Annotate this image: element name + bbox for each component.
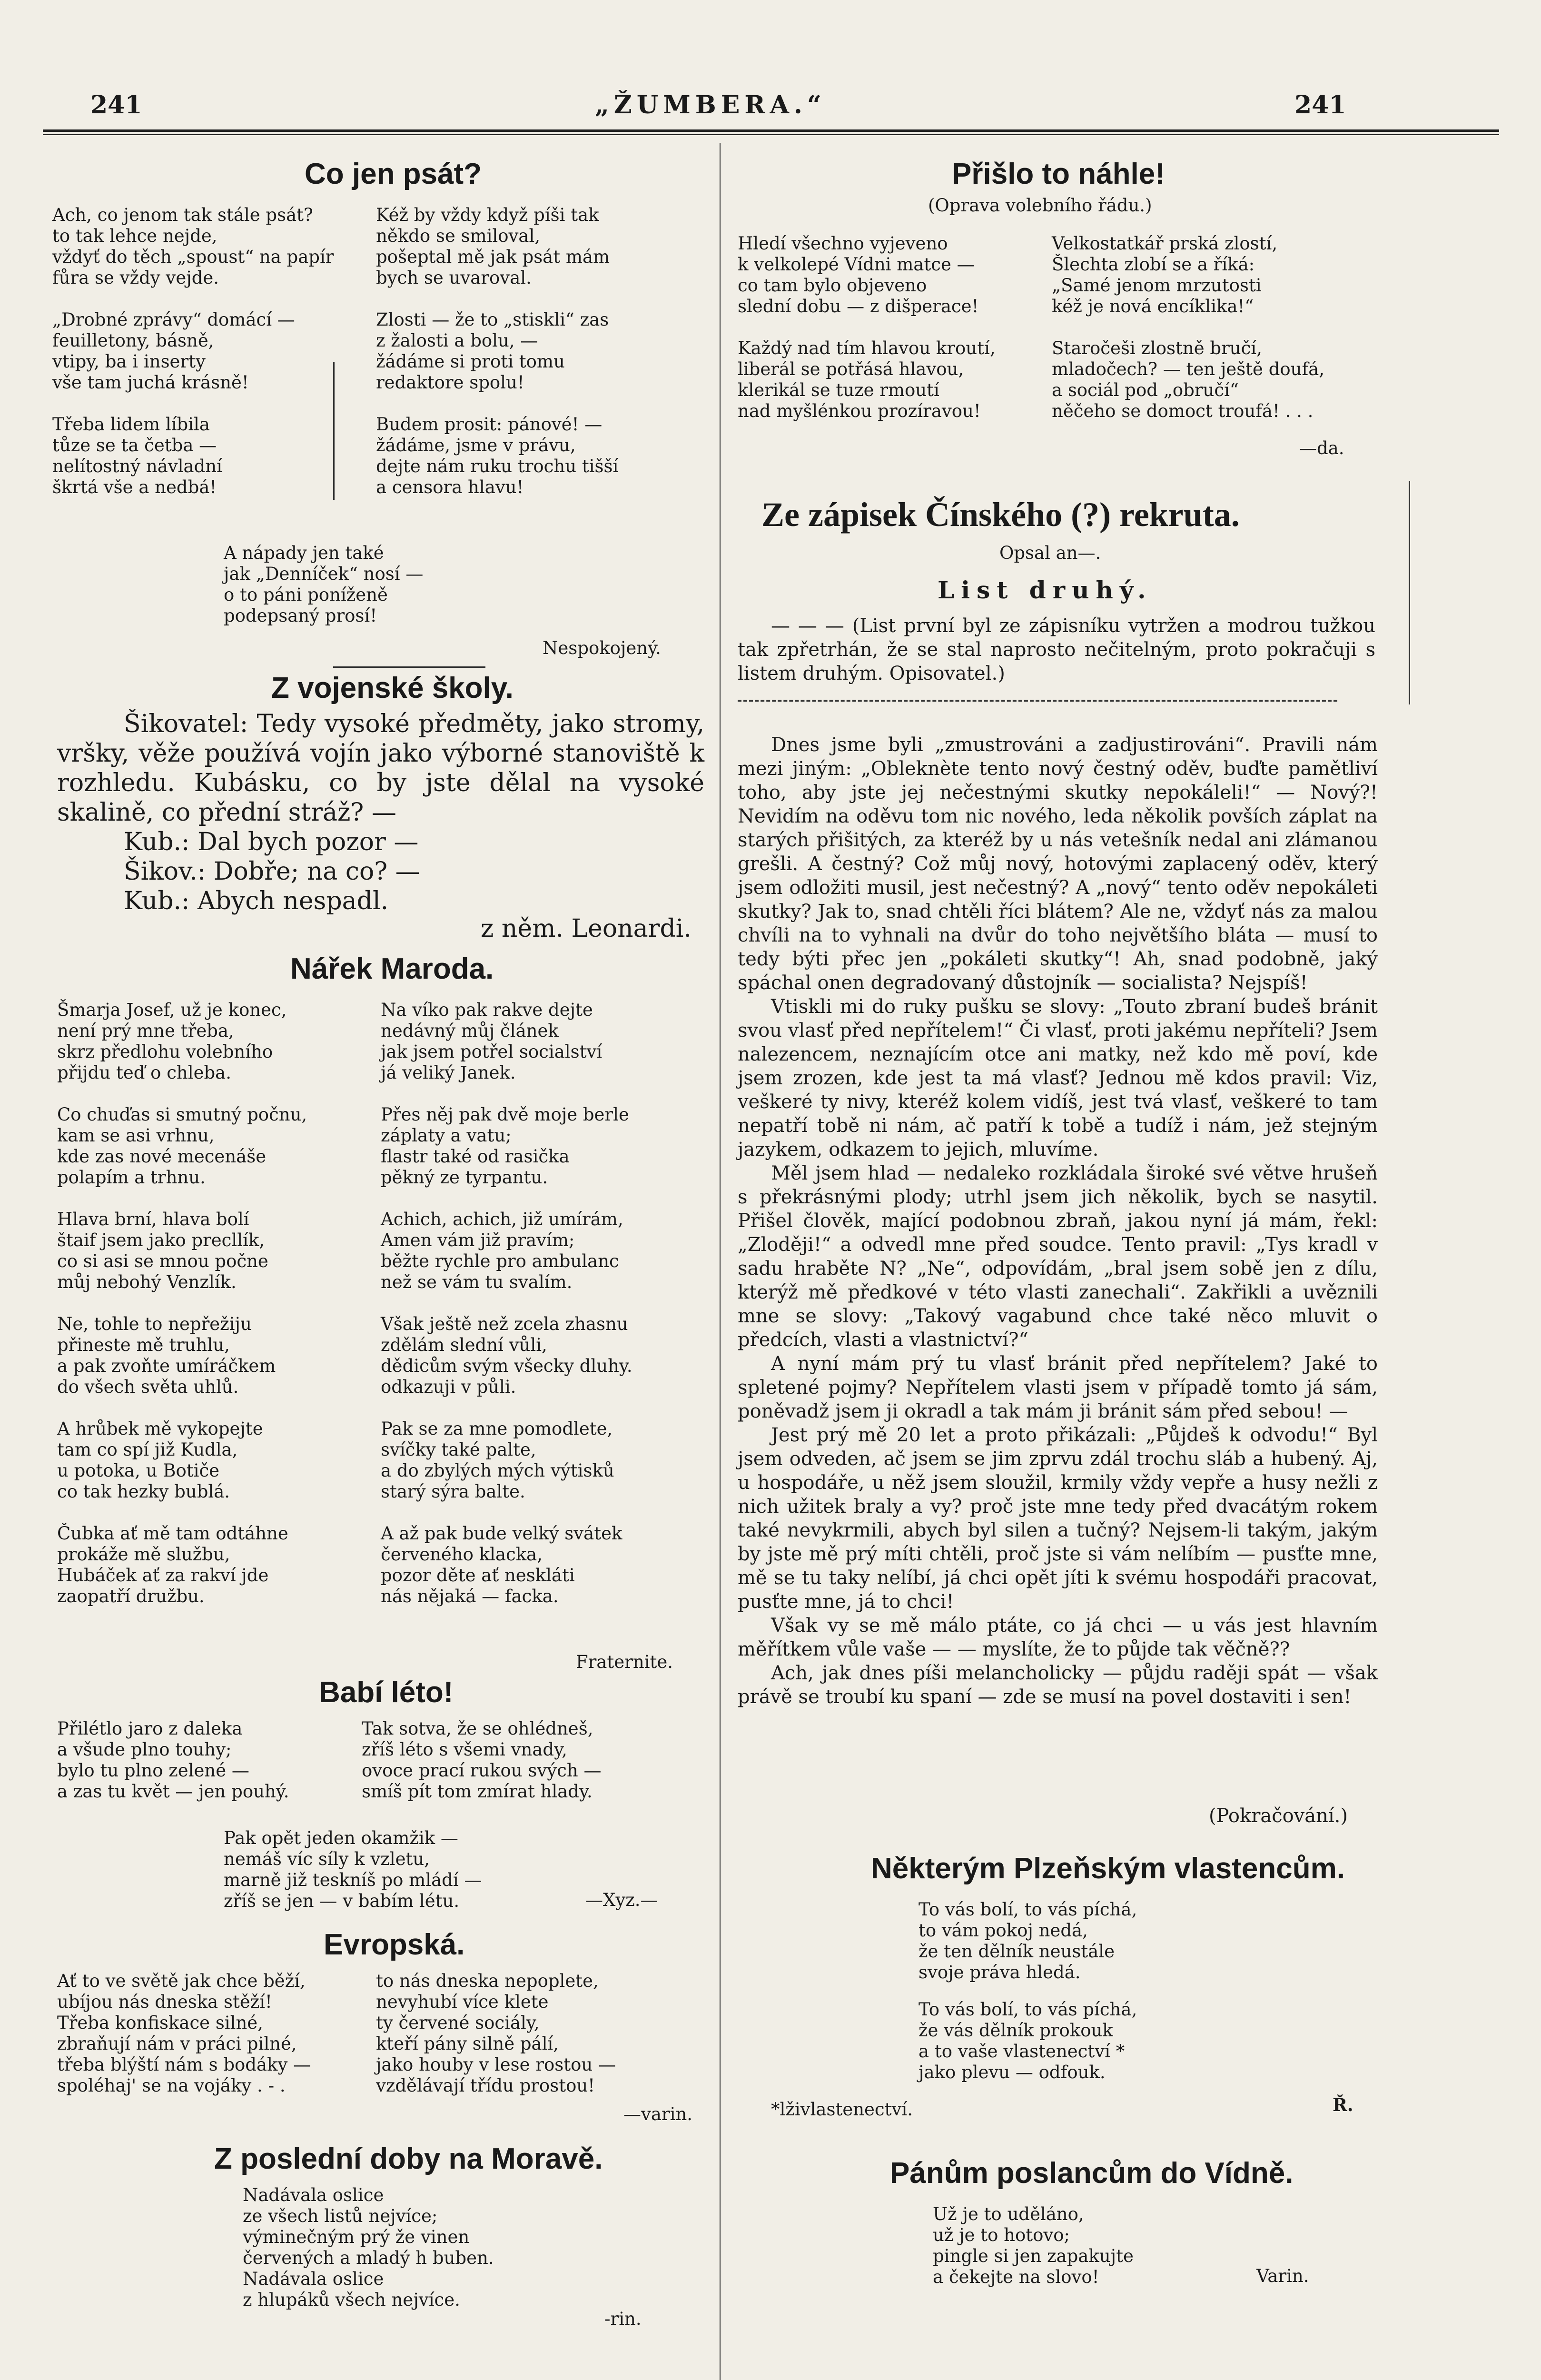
vojenske-skoly-l1: Kub.: Dal bych pozor — (124, 828, 419, 856)
title-bracket (1409, 481, 1410, 704)
prislo-to-nahle-left: Hledí všechno vyjeveno k velkolepé Vídni matce — co tam bylo objeveno slední dobu — z dišperace! Každý nad tím hlavou kroutí, liberál se potřásá hlavou, klerikál se tuze rmoutí nad myšlénkou prozíravou! (738, 233, 996, 421)
cinsky-rekrut-note: — — — (List první byl ze zápisníku vytržen a modrou tužkou tak zpřetrhán, že se stal naprosto nečitelným, proto pokračuji s listem druhým. Opisovatel.) (738, 615, 1375, 684)
evropska-right: to nás dneska nepoplete, nevyhubí více klete ty červené sociály, kteří pány silně pálí, jako houby v lese rostou — vzdělávají třídu prostou! (376, 1971, 616, 2096)
cinsky-rekrut-p3: Měl jsem hlad — nedaleko rozkládala široké své větve hrušeň s překrásnými plody; utrhl jsem jich několik, bych se nasytil. Přišel člověk, mající podobnou zbraň, jakou nyní já mám, řekl: „Zloději!“ a odvedl mne před soudce. Tento pravil: „Tys kradl v sadu hraběte N? „Ne“, odpovídám, „bral jsem sobě jen z dílu, kterýž mě předkové v této vlasti zanechali“. Zakřikli a uvěznili mne se slovy: „Takový vagabund chce také něco mluvit o předcích, vlasti a vlastnictví?“ (738, 1162, 1378, 1351)
co-jen-psat-closing: A nápady jen také jak „Denníček“ nosí — o to páni poníženě podepsaný prosí! (224, 543, 424, 626)
vojenske-skoly-l2: Šikov.: Dobře; na co? — (124, 857, 420, 886)
narek-maroda-title: Nářek Maroda. (290, 952, 494, 985)
header-rule-thin (43, 134, 1499, 135)
co-jen-psat-left: Ach, co jenom tak stále psát? to tak lehce nejde, vždyť do těch „spoust“ na papír fůra se vždy vejde. „Drobné zprávy“ domácí — feuilletony, básně, vtipy, ba i inserty vše tam juchá krásně! Třeba lidem líbila tůze se ta četba — nelítostný návladní škrtá vše a nedbá! (52, 205, 334, 497)
babi-leto-left: Přilétlo jaro z daleka a všude plno touhy; bylo tu plno zelené — a zas tu květ — jen pouhý. (57, 1718, 289, 1802)
poslancum-signature: Varin. (1256, 2266, 1309, 2286)
babi-leto-title: Babí léto! (319, 1676, 454, 1709)
prislo-to-nahle-right: Velkostatkář prská zlostí, Šlechta zlobí se a říká: „Samé jenom mrzutosti kéž je nová encíklika!“ Staročeši zlostně bručí, mladočech? — ten ještě doufá, a sociál pod „obručí“ něčeho se domoct troufá! . . . (1052, 233, 1325, 421)
dashed-separator (738, 700, 1337, 702)
evropska-title: Evropská. (324, 1928, 465, 1961)
plzenskym-stanza-2: To vás bolí, to vás píchá, že vás dělník prokouk a to vaše vlastenectví * jako plevu — odfouk. (919, 1999, 1137, 2082)
posledni-doby-body: Nadávala oslice ze všech listů nejvíce; výminečným prý že vinen červených a mladý h buben. Nadávala oslice z hlupáků všech nejvíce. (243, 2185, 494, 2310)
cinsky-rekrut-p6: Však vy se mě málo ptáte, co já chci — u vás jest hlavním měřítkem vůle vaše — — myslíte, že to půjde tak věčně?? (738, 1615, 1378, 1660)
column-divider (720, 143, 721, 2380)
posledni-doby-signature: -rin. (604, 2309, 642, 2329)
co-jen-psat-signature: Nespokojený. (543, 638, 661, 658)
page-number-right: 241 (1294, 90, 1346, 119)
evropska-signature: —varin. (623, 2104, 693, 2124)
vojenske-skoly-l3: Kub.: Abych nespadl. (124, 887, 389, 915)
masthead: „ŽUMBERA.“ (595, 90, 826, 119)
cinsky-rekrut-title: Ze zápisek Čínského (?) rekruta. (761, 496, 1240, 534)
cinsky-rekrut-opsal: Opsal an—. (999, 543, 1101, 563)
evropska-left: Ať to ve světě jak chce běží, ubíjou nás dneska stěží! Třeba konfiskace silné, zbraňují nám v práci pilné, třeba blýští nám s bodáky — spoléhaj' se na vojáky . - . (57, 1971, 311, 2096)
babi-leto-signature: —Xyz.— (585, 1890, 658, 1910)
plzenskym-stanza-1: To vás bolí, to vás píchá, to vám pokoj nedá, že ten dělník neustále svoje práva hledá. (919, 1899, 1137, 1983)
cinsky-rekrut-p5: Jest prý mě 20 let a proto přikázali: „Půjdeš k odvodu!“ Byl jsem odveden, ač jsem se jim zprvu zdál trochu sláb a hubený. Aj, u hospodáře, u něž jsem sloužil, krmily vždy vepře a husy nežli z nich užitek braly a vy? proč jste mne tedy před dvacátým rokem také nevykrmili, abych byl silen a tučný? Nejsem-li takým, jakým by jste mě prý míti chtěli, proč jste si vám nelíbím — pusťte mne, mě se tu taky nelíbí, já chci opět jíti k svému hospodáři pracovat, pusťte mne, já to chci! (738, 1424, 1378, 1613)
prislo-to-nahle-title: Přišlo to náhle! (952, 158, 1165, 190)
narek-maroda-left: Šmarja Josef, už je konec, není prý mne třeba, skrz předlohu volebního přijdu teď o chleba. Co chuďas si smutný počnu, kam se asi vrhnu, kde zas nové mecenáše polapím a trhnu. Hlava brní, hlava bolí štaif jsem jako precllík, co si asi se mnou počne můj nebohý Venzlík. Ne, tohle to nepřežiju přineste mě truhlu, a pak zvoňte umíráčkem do všech světa uhlů. A hrůbek mě vykopejte tam co spí již Kudla, u potoka, u Botiče co tak hezky bublá. Čubka ať mě tam odtáhne prokáže mě službu, Hubáček ať za rakví jde zaopatří družbu. (57, 1000, 307, 1606)
cinsky-rekrut-p1: Dnes jsme byli „zmustrováni a zadjustirováni“. Pravili nám mezi jiným: „Obleknète tento nový čestný oděv, buďte pamětliví toho, aby jste jej nečestnými skutky nepokáleli!“ — Nový?! Nevidím na oděvu tom nic nového, leda několik povších záplat na starých přišitých, za kteréž by u nás vetešník nedal ani zlámanou grešli. A čestný? Což můj nový, hotovými zaplacený oděv, který jsem odložiti musil, jest nečestný? A „nový“ tento oděv nepokáleti skutky? Jak to, snad chtěli říci blátem? Ale ne, vždyť nás za malou chvíli na to vyhnali na dvůr do toho největšího bláta — musí to tedy býti přec jen „pokáleti skutky“! Ah, snad podobně, jaký spáchal onen degradovaný důstojník — socialista? Nejspíš! (738, 734, 1378, 994)
plzenskym-footnote: *lživlastenectví. (771, 2099, 913, 2120)
plzenskym-signature: Ř. (1333, 2094, 1353, 2115)
cinsky-rekrut-p7: Ach, jak dnes píši melancholicky — půjdu raději spát — však právě se troubí ku spaní — zde se musí na povel dostaviti i sen! (738, 1662, 1378, 1708)
co-jen-psat-title: Co jen psát? (305, 158, 482, 190)
vojenske-skoly-title: Z vojenské školy. (271, 672, 514, 704)
narek-maroda-right: Na víko pak rakve dejte nedávný můj článek jak jsem potřel socialství já veliký Janek. Přes něj pak dvě moje berle záplaty a vatu; flastr také od rasička pěkný ze tyrpantu. Achich, achich, již umírám, Amen vám již pravím; běžte rychle pro ambulanc než se vám tu svalím. Však ještě než zcela zhasnu zdělám slední vůli, dědicům svým všecky dluhy. odkazuji v půli. Pak se za mne pomodlete, svíčky také palte, a do zbylých mých výtisků starý sýra balte. A až pak bude velký svátek červeného klacka, pozor děte ať neskláti nás nějaká — facka. (381, 1000, 632, 1606)
babi-leto-closing: Pak opět jeden okamžik — nemáš víc síly k vzletu, marně již teskníš po mládí — zříš se jen — v babím létu. (224, 1828, 482, 1911)
cinsky-rekrut-list: List druhý. (938, 576, 1153, 604)
posledni-doby-title: Z poslední doby na Moravě. (214, 2142, 603, 2175)
cinsky-rekrut-p4: A nyní mám prý tu vlasť bránit před nepřítelem? Jaké to spletené pojmy? Nepřítelem vlasti jsem v případě tomto já sám, poněvadž jsem ji okradl a tak mám ji bránit sám před sebou! — (738, 1353, 1378, 1422)
separator (333, 666, 485, 668)
vojenske-skoly-signature: z něm. Leonardi. (481, 914, 691, 943)
narek-maroda-signature: Fraternite. (576, 1652, 673, 1672)
poslancum-body: Už je to uděláno, už je to hotovo; pingle si jen zapakujte a čekejte na slovo! (933, 2204, 1134, 2287)
poslancum-title: Pánům poslancům do Vídně. (890, 2157, 1294, 2190)
poem-bracket (333, 362, 335, 500)
header-rule (43, 129, 1499, 132)
plzenskym-title: Některým Plzeňským vlastencům. (871, 1852, 1345, 1885)
prislo-to-nahle-signature: —da. (1299, 438, 1344, 458)
babi-leto-right: Tak sotva, že se ohlédneš, zříš léto s všemi vnady, ovoce prací rukou svých — smíš pít tom zmírat hlady. (362, 1718, 602, 1802)
cinsky-rekrut-p2: Vtiskli mi do ruky pušku se slovy: „Touto zbraní budeš bránit svou vlasť před nepřítelem!“ Či vlasť, proti jakému nepříteli? Jsem nalezencem, neznajícím otce ani matky, než kdo mě poví, kde jsem zrozen, kde jest ta má vlasť? Jednou mě kdos pravil: Viz, veškeré ty nivy, kteréž kolem vidíš, jest tvá vlasť, veškeré to tam nepatří tobě ni nám, ač patří k tobě a tudíž i nám, jež stejným jazykem, odkazem to jejich, mluvíme. (738, 996, 1378, 1160)
cinsky-rekrut-body (738, 733, 1378, 1709)
cinsky-rekrut-continued: (Pokračování.) (1209, 1805, 1348, 1827)
prislo-to-nahle-subtitle: (Oprava volebního řádu.) (928, 195, 1152, 216)
co-jen-psat-right: Kéž by vždy když píši tak někdo se smiloval, pošeptal mě jak psát mám bych se uvaroval. Zlosti — že to „stiskli“ zas z žalosti a bolu, — žádáme si proti tomu redaktore spolu! Budem prosit: pánové! — žádáme, jsme v právu, dejte nám ruku trochu tišší a censora hlavu! (376, 205, 619, 497)
vojenske-skoly-p1: Šikovatel: Tedy vysoké předměty, jako stromy, vršky, věže používá vojín jako výborné stanoviště k rozhledu. Kubásku, co by jste dělal na vysoké skalině, co přední stráž? — (57, 710, 704, 827)
page-number-left: 241 (90, 90, 142, 119)
vojenske-skoly-text (57, 709, 704, 916)
